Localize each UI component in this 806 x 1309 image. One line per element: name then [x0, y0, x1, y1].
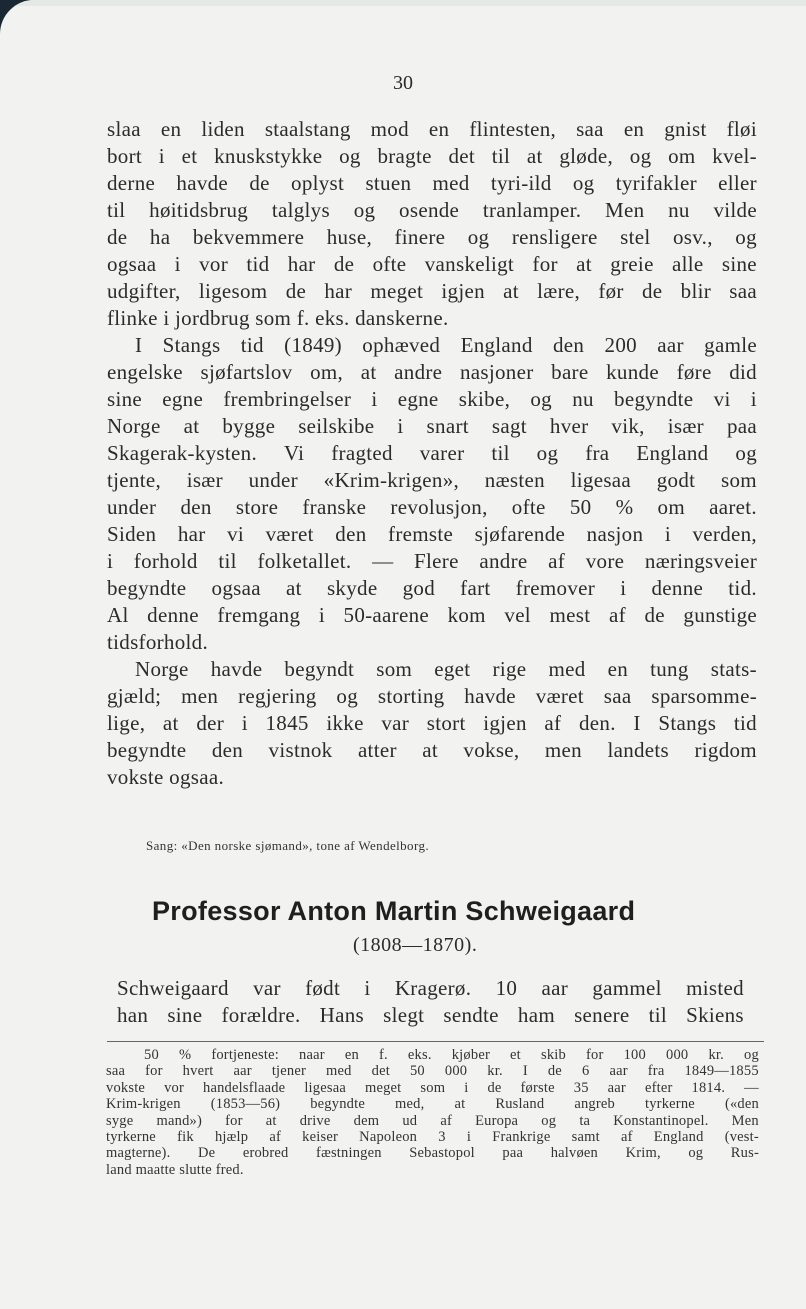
text-line: Schweigaard var født i Kragerø. 10 aar gammel misted	[117, 976, 744, 1000]
section-heading: Professor Anton Martin Schweigaard	[152, 896, 636, 926]
text-line: ogsaa i vor tid har de ofte vanskeligt for at greie alle sine	[107, 252, 757, 276]
text-line: han sine forældre. Hans slegt sendte ham senere til Skiens	[117, 1003, 744, 1027]
text-line: lige, at der i 1845 ikke var stort igjen af den. I Stangs tid	[107, 711, 757, 735]
paragraph-4	[117, 975, 744, 1029]
text-line: sine egne frembringelser i egne skibe, og nu begyndte vi i	[107, 387, 757, 411]
text-line: bort i et knuskstykke og bragte det til at gløde, og om kvel-	[107, 144, 757, 168]
text-line: tjente, især under «Krim-krigen», næsten ligesaa godt som	[107, 468, 757, 492]
text-line: de ha bekvemmere huse, finere og rensligere stel osv., og	[107, 225, 757, 249]
paragraph-3	[107, 656, 757, 791]
text-line: til høitidsbrug talglys og osende tranlamper. Men nu vilde	[107, 198, 757, 222]
page-edge	[0, 0, 806, 6]
text-line: derne havde de oplyst stuen med tyri-ild og tyrifakler eller	[107, 171, 757, 195]
main-text	[107, 114, 757, 791]
footnotes	[106, 1047, 759, 1178]
footnote-line: 50 % fortjeneste: naar en f. eks. kjøber et skib for 100 000 kr. og	[144, 1047, 759, 1063]
footnote-line: syge mand») for at drive dem ud af Europa og ta Konstantinopel. Men	[106, 1112, 759, 1129]
page-number: 30	[393, 72, 413, 94]
text-line: under den store franske revolusjon, ofte 50 % om aaret.	[107, 495, 757, 519]
paragraph-1	[107, 116, 757, 332]
footnote-line: vokste vor handelsflaade ligesaa meget som i de første 35 aar efter 1814. —	[106, 1079, 759, 1096]
text-line: Norge havde begyndt som eget rige med en tung stats-	[135, 657, 757, 681]
text-line: Norge at bygge seilskibe i snart sagt hver vik, især paa	[107, 414, 757, 438]
text-line: i forhold til folketallet. — Flere andre af vore næringsveier	[107, 549, 757, 573]
text-line: udgifter, ligesom de har meget igjen at lære, før de blir saa	[107, 279, 757, 303]
text-line: gjæld; men regjering og storting havde været saa sparsomme-	[107, 684, 757, 708]
text-line: begyndte ogsaa at skyde god fart fremover i denne tid.	[107, 576, 757, 600]
text-line: flinke i jordbrug som f. eks. danskerne.	[107, 306, 449, 330]
text-line: Al denne fremgang i 50-aarene kom vel mest af de gunstige	[107, 603, 757, 627]
footnote-line: saa for hvert aar tjener med det 50 000 kr. I de 6 aar fra 1849—1855	[106, 1063, 759, 1080]
text-line: tidsforhold.	[107, 630, 209, 654]
footnote-line: tyrkerne fik hjælp af keiser Napoleon 3 i Frankrige samt af England (vest-	[106, 1128, 759, 1145]
text-line: begyndte den vistnok atter at vokse, men landets rigdom	[107, 738, 757, 762]
paragraph-2	[107, 332, 757, 656]
text-line: slaa en liden staalstang mod en flintesten, saa en gnist fløi	[107, 117, 757, 141]
text-line: Skagerak-kysten. Vi fragted varer til og fra England og	[107, 441, 757, 465]
footnote-line: Krim-krigen (1853—56) begyndte med, at Rusland angreb tyrkerne («den	[106, 1096, 759, 1113]
text-line: vokste ogsaa.	[107, 765, 225, 789]
song-note: Sang: «Den norske sjømand», tone af Wendelborg.	[146, 838, 430, 853]
section-dates: (1808—1870).	[353, 934, 478, 956]
text-line: engelske sjøfartslov om, at andre nasjoner bare kunde føre did	[107, 360, 757, 384]
footnote-divider	[107, 1041, 764, 1042]
text-line: Siden har vi været den fremste sjøfarende nasjon i verden,	[107, 522, 757, 546]
footnote-line: land maatte slutte fred.	[106, 1161, 244, 1178]
text-line: I Stangs tid (1849) ophæved England den 200 aar gamle	[135, 333, 757, 357]
footnote-line: magterne). De erobred fæstningen Sebastopol paa halvøen Krim, og Rus-	[106, 1145, 759, 1162]
